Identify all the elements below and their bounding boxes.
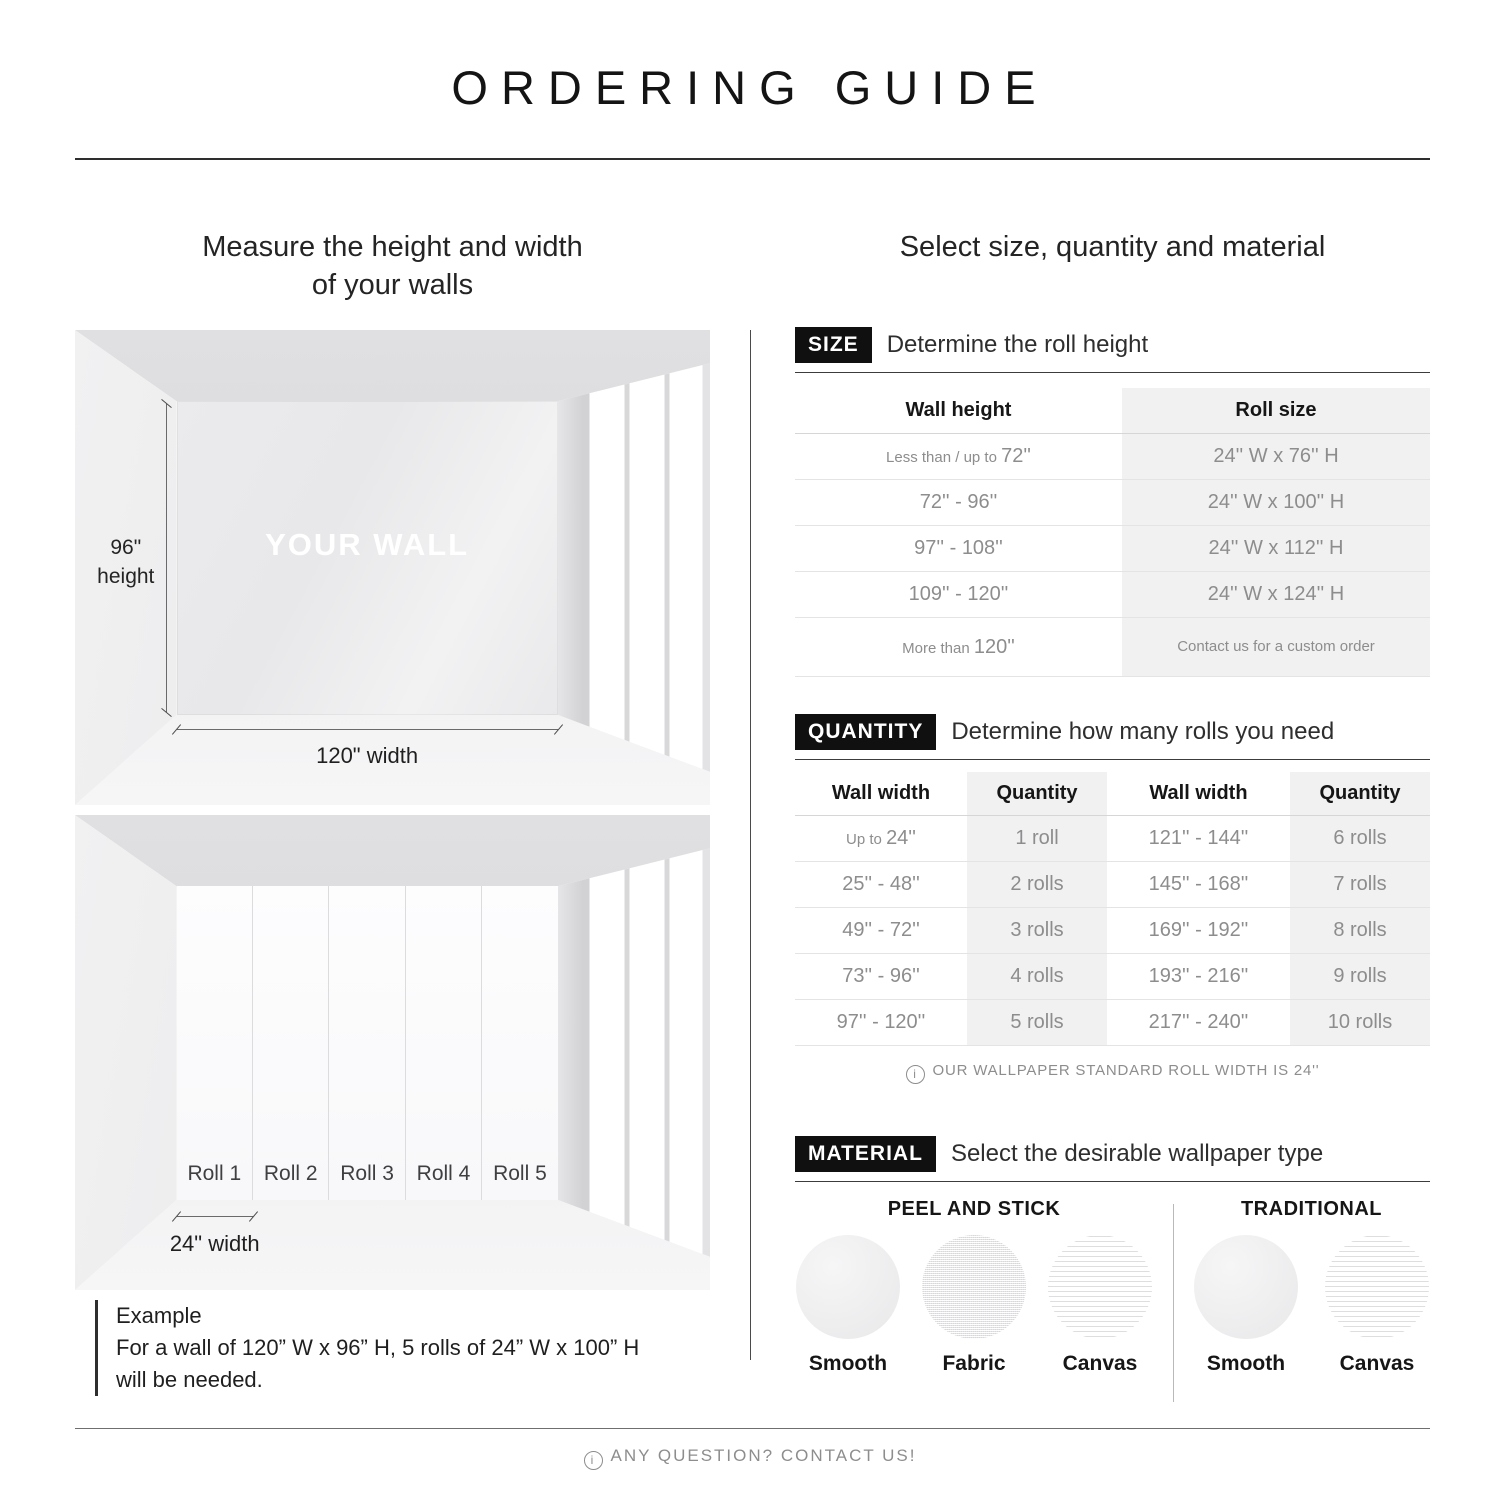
quantity-subtitle: Determine how many rolls you need	[951, 718, 1335, 745]
example-line1: For a wall of 120” W x 96” H, 5 rolls of 24” W x 100” H	[116, 1334, 640, 1360]
quantity-value: 6 rolls	[1290, 816, 1430, 861]
wall-width-value: 49'' - 72''	[842, 919, 920, 941]
quantity-value: 9 rolls	[1290, 954, 1430, 999]
swatch-label: Smooth	[808, 1352, 888, 1375]
size-col1-header: Wall height	[905, 399, 1012, 421]
quantity-value: 1 roll	[967, 816, 1107, 861]
qty-col3-header: Wall width	[1149, 782, 1248, 804]
wall-height-value: 72''	[1001, 445, 1031, 467]
roll-label: Roll 5	[493, 1161, 547, 1185]
swatch-label: Smooth	[1206, 1352, 1286, 1375]
info-icon: i	[584, 1451, 603, 1470]
wall-width-value: 97'' - 120''	[836, 1011, 926, 1033]
swatch-smooth	[1193, 1235, 1299, 1376]
roll-width-dimension-line	[177, 1216, 253, 1217]
canvas-texture-icon	[1048, 1235, 1152, 1339]
wall-height-prefix: Less than / up to	[886, 449, 1002, 466]
roll-label: Roll 2	[263, 1161, 318, 1185]
width-dimension-line	[177, 729, 558, 730]
material-group-peel-and-stick	[795, 1198, 1153, 1376]
quantity-value: 4 rolls	[967, 954, 1107, 999]
quantity-value: 3 rolls	[967, 908, 1107, 953]
width-label: 120" width	[316, 743, 419, 769]
roll-panel	[406, 886, 482, 1200]
example-title: Example	[116, 1303, 202, 1328]
swatch-label: Fabric	[942, 1352, 1006, 1375]
height-word: height	[97, 564, 155, 588]
material-group-traditional	[1193, 1198, 1430, 1376]
page-title: ORDERING GUIDE	[451, 61, 1049, 114]
quantity-value: 8 rolls	[1290, 908, 1430, 953]
swatch-canvas	[1047, 1235, 1153, 1376]
material-group-title: PEEL AND STICK	[887, 1198, 1061, 1220]
material-section-header	[795, 1136, 1430, 1182]
quantity-badge: QUANTITY	[795, 714, 936, 750]
swatch-label: Canvas	[1062, 1352, 1138, 1375]
size-table-row	[795, 480, 1430, 526]
wall-height-prefix: More than	[902, 639, 974, 657]
swatch-row	[795, 1235, 1153, 1376]
quantity-table-row	[795, 862, 1430, 908]
roll-size-value: 24'' W x 100'' H	[1122, 480, 1430, 525]
size-badge: SIZE	[795, 327, 872, 363]
canvas-texture-icon	[1325, 1235, 1429, 1339]
column-divider	[750, 330, 751, 1360]
material-options	[795, 1198, 1430, 1408]
roll-width-note-text: OUR WALLPAPER STANDARD ROLL WIDTH IS 24''	[932, 1062, 1320, 1079]
roll-size-value: 24'' W x 76'' H	[1122, 434, 1430, 479]
wall-height-value: 109'' - 120''	[908, 583, 1009, 605]
footer-text: ANY QUESTION? CONTACT US!	[610, 1446, 917, 1465]
size-subtitle: Determine the roll height	[886, 331, 1149, 358]
smooth-texture-icon	[796, 1235, 900, 1339]
wall-width-value: 145'' - 168''	[1148, 873, 1249, 895]
quantity-value: 10 rolls	[1290, 1000, 1430, 1045]
quantity-table-row	[795, 954, 1430, 1000]
roll-panels	[177, 886, 558, 1200]
roll-size-value: Contact us for a custom order	[1122, 618, 1430, 676]
material-group-title: TRADITIONAL	[1240, 1198, 1383, 1220]
swatch-row	[1193, 1235, 1430, 1376]
swatch-fabric	[921, 1235, 1027, 1376]
quantity-value: 7 rolls	[1290, 862, 1430, 907]
quantity-table	[795, 772, 1430, 1046]
quantity-table-row	[795, 1000, 1430, 1046]
left-heading-line2: of your walls	[311, 269, 474, 302]
size-section-header	[795, 327, 1430, 373]
footer-note	[0, 1446, 1500, 1470]
wall-width-prefix: Up to	[846, 831, 887, 848]
roll-label: Roll 3	[340, 1161, 394, 1185]
smooth-texture-icon	[1194, 1235, 1298, 1339]
roll-size-value: 24'' W x 124'' H	[1122, 572, 1430, 617]
wall-height-value: 97'' - 108''	[914, 537, 1003, 559]
material-badge: MATERIAL	[795, 1136, 936, 1172]
size-table-row	[795, 526, 1430, 572]
fabric-texture-icon	[922, 1235, 1026, 1339]
size-table	[795, 388, 1430, 677]
roll-label: Roll 4	[416, 1161, 471, 1185]
material-group-divider	[1173, 1204, 1174, 1402]
quantity-value: 2 rolls	[967, 862, 1107, 907]
size-table-row	[795, 572, 1430, 618]
back-wall	[177, 401, 558, 715]
wall-width-value: 24''	[886, 827, 916, 849]
swatch-label: Canvas	[1339, 1352, 1415, 1375]
wall-width-value: 169'' - 192''	[1148, 919, 1249, 941]
height-value: 96"	[110, 536, 142, 560]
wall-width-value: 121'' - 144''	[1148, 827, 1249, 849]
size-col2-header: Roll size	[1122, 388, 1430, 433]
left-column-heading	[75, 228, 710, 305]
roll-panel	[482, 886, 557, 1200]
qty-col1-header: Wall width	[831, 782, 931, 804]
roll-panel	[253, 886, 329, 1200]
roll-size-value: 24'' W x 112'' H	[1122, 526, 1430, 571]
wall-width-value: 193'' - 216''	[1148, 965, 1249, 987]
qty-col4-header: Quantity	[1290, 772, 1430, 815]
bottom-divider	[75, 1428, 1430, 1429]
room-illustration-measure	[75, 330, 710, 805]
wall-width-value: 25'' - 48''	[842, 873, 920, 895]
size-table-row	[795, 618, 1430, 677]
room-illustration-rolls	[75, 815, 710, 1290]
example-note	[95, 1300, 716, 1396]
roll-width-label: 24" width	[169, 1230, 260, 1256]
your-wall-label: YOUR WALL	[265, 526, 470, 562]
roll-label: Roll 1	[187, 1161, 242, 1185]
size-table-row	[795, 434, 1430, 480]
right-column-heading: Select size, quantity and material	[899, 231, 1326, 263]
qty-col2-header: Quantity	[967, 772, 1107, 815]
quantity-table-header	[795, 772, 1430, 816]
wall-height-value: 120''	[973, 635, 1015, 658]
example-line2: will be needed.	[116, 1366, 263, 1392]
size-table-header	[795, 388, 1430, 434]
left-heading-line1: Measure the height and width	[202, 231, 583, 263]
height-label	[81, 534, 170, 591]
quantity-table-row	[795, 908, 1430, 954]
quantity-value: 5 rolls	[967, 1000, 1107, 1045]
info-icon: i	[906, 1065, 925, 1084]
quantity-section-header	[795, 714, 1430, 760]
material-subtitle: Select the desirable wallpaper type	[950, 1140, 1324, 1167]
swatch-smooth	[795, 1235, 901, 1376]
roll-width-note	[795, 1062, 1430, 1084]
wall-width-value: 73'' - 96''	[842, 965, 920, 987]
roll-panel	[177, 886, 253, 1200]
wall-width-value: 217'' - 240''	[1148, 1011, 1249, 1033]
quantity-table-row	[795, 816, 1430, 862]
roll-panel	[329, 886, 405, 1200]
swatch-canvas	[1324, 1235, 1430, 1376]
top-divider	[75, 158, 1430, 160]
wall-height-value: 72'' - 96''	[919, 491, 998, 513]
